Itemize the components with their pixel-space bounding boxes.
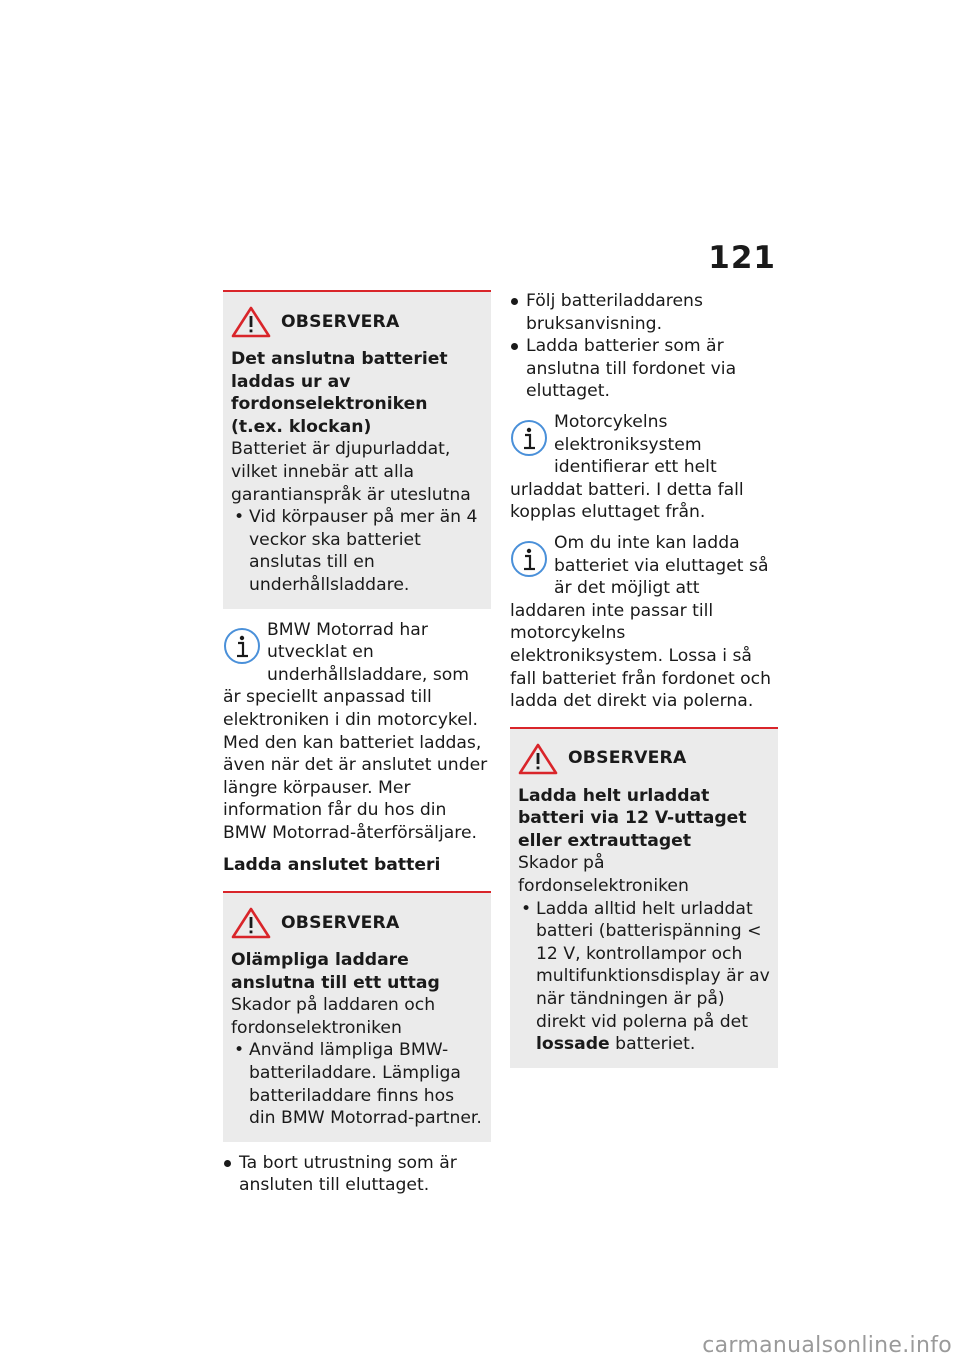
page-number: 121 [708,240,776,276]
notice-heading: Det anslutna batteriet laddas ur av fordonselektroniken (t.ex. klockan) [231,349,448,437]
warning-icon [231,306,271,338]
info-paragraph [223,619,491,845]
notice-header [231,306,483,338]
notice-list [518,898,770,1056]
info-text: Motorcykelns elektroniksystem identifierar ett helt urladdat batteri. I detta fall kopplas eluttaget från. [510,411,744,523]
warning-icon [518,743,558,775]
info-paragraph [510,532,778,713]
info-icon [223,627,261,665]
notice-list [231,1039,483,1129]
notice-text: Batteriet är djupurladdat, vilket innebär att alla garantianspråk är uteslutna [231,439,471,505]
notice-title: OBSERVERA [281,311,400,332]
bullet-list [223,1152,491,1197]
notice-title: OBSERVERA [281,912,400,933]
notice-heading: Olämpliga laddare anslutna till ett uttag [231,950,440,993]
section-heading: Ladda anslutet batteri [223,855,441,876]
notice-header [518,743,770,775]
notice-list-text-end: batteriet. [609,1034,696,1055]
notice-list-emphasis: lossade [536,1034,610,1055]
info-paragraph [510,411,778,524]
bullet-list [510,290,778,403]
notice-list-item: • Använd lämpliga BMW-batteriladdare. Lämpliga batteriladdare finns hos din BMW Motorrad-partner. [231,1039,483,1129]
notice-box [510,727,778,1068]
list-item: Ta bort utrustning som är ansluten till eluttaget. [223,1152,491,1197]
list-item: Följ batteriladdarens bruksanvisning. [510,290,778,335]
info-icon [510,540,548,578]
info-icon [510,419,548,457]
notice-list-item [518,898,770,1056]
notice-text: Skador på laddaren och fordonselektroniken [231,995,436,1038]
right-column [510,290,778,1078]
notice-title: OBSERVERA [568,748,687,769]
list-item: Ladda batterier som är anslutna till fordonet via eluttaget. [510,335,778,403]
notice-box [223,891,491,1142]
left-column [223,290,491,1205]
notice-heading: Ladda helt urladdat batteri via 12 V-uttaget eller extrauttaget [518,785,747,851]
notice-list-item: • Vid körpauser på mer än 4 veckor ska batteriet anslutas till en underhållsladdare. [231,506,483,596]
info-text: BMW Motorrad har utvecklat en underhållsladdare, som är speciellt anpassad till elektroniken i din motorcykel. Med den kan batteriet laddas, även när det är anslutet under längre körpauser. Mer information får du hos din BMW Motorrad-återförsäljare. [223,619,488,843]
notice-box [223,290,491,609]
notice-list [231,506,483,596]
notice-header [231,907,483,939]
notice-list-text: Ladda alltid helt urladdat batteri (batterispänning < 12 V, kontrollampor och multifunktionsdisplay är av när tändningen är på) direkt vid polerna på det [536,898,770,1032]
info-text: Om du inte kan ladda batteriet via eluttaget så är det möjligt att laddaren inte passar till motorcykelns elektroniksystem. Lossa i så fall batteriet från fordonet och ladda det direkt via polerna. [510,532,772,712]
warning-icon [231,907,271,939]
notice-text: Skador på fordonselektroniken [518,853,689,897]
watermark: carmanualsonline.info [702,1333,952,1358]
